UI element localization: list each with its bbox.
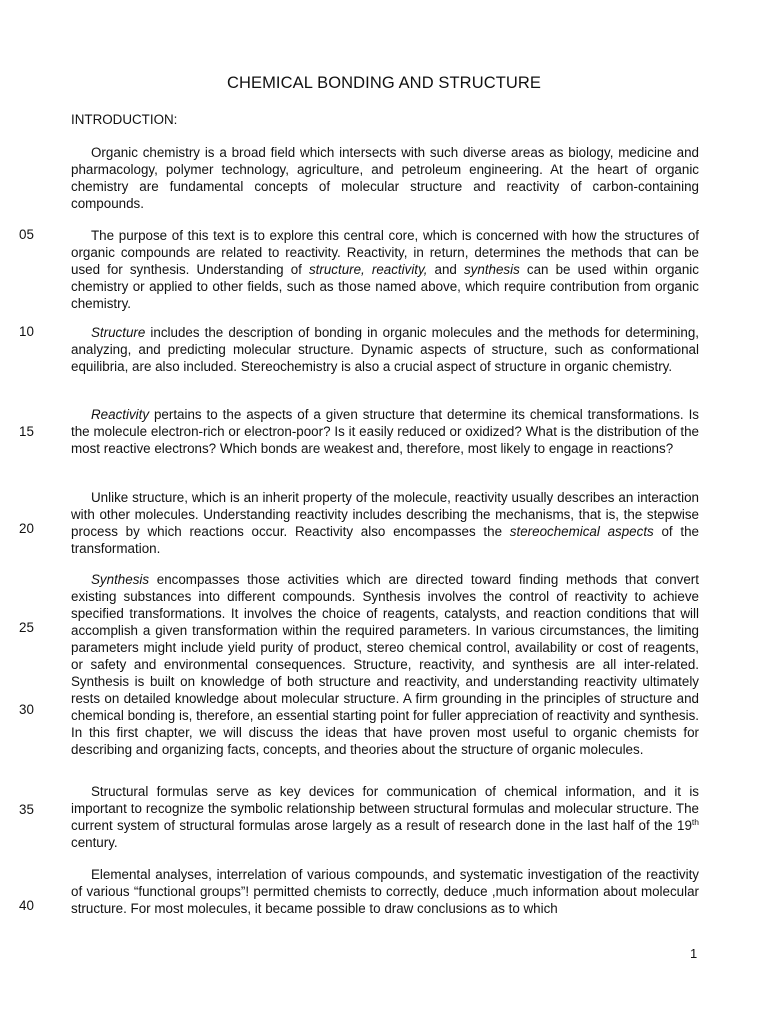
paragraph-8 — [71, 866, 699, 917]
line-number: 05 — [19, 227, 34, 242]
superscript-text: th — [691, 817, 699, 827]
paragraph-text — [71, 144, 699, 212]
emphasis-text: Structure — [91, 325, 146, 340]
text-run: century. — [71, 835, 118, 850]
text-run: The purpose of this text is to explore this central core, which is concerned with how the structures of organic compounds are related to reactivity. Reactivity, in return, determines the methods that can be used for synthesis. Understanding of — [71, 228, 699, 277]
page-title: CHEMICAL BONDING AND STRUCTURE — [226, 74, 542, 92]
text-run: includes the description of bonding in organic molecules and the methods for determining, analyzing, and predicting molecular structure. Dynamic aspects of structure, such as conformational equilibria, are also included. Stereochemistry is also a crucial aspect of structure in organic chemistry. — [71, 325, 699, 374]
paragraph-text — [71, 489, 699, 557]
paragraph-6 — [71, 571, 699, 758]
paragraph-5 — [71, 489, 699, 557]
text-run: and — [427, 262, 464, 277]
paragraph-text — [71, 324, 699, 375]
paragraph-4 — [71, 406, 699, 457]
paragraph-text — [71, 571, 699, 758]
paragraph-2 — [71, 227, 699, 312]
paragraph-7 — [71, 783, 699, 851]
line-number: 35 — [19, 802, 34, 817]
emphasis-text: Synthesis — [91, 572, 150, 587]
text-run: pertains to the aspects of a given structure that determine its chemical transformations. Is the molecule electron-rich or electron-poor? Is it easily reduced or oxidized? What is the distribution of the most reactive electrons? Which bonds are weakest and, therefore, most likely to engage in reactions? — [71, 407, 699, 456]
paragraph-text — [71, 783, 699, 851]
paragraph-text — [71, 406, 699, 457]
section-heading: INTRODUCTION: — [71, 112, 178, 127]
line-number: 40 — [19, 898, 34, 913]
text-run: Unlike structure, which is an inherit property of the molecule, reactivity usually describes an interaction with other molecules. Understanding reactivity includes describing the mechanisms, that is, the stepwise process by which reactions occur. Reactivity also encompasses the — [71, 490, 699, 539]
text-run: Organic chemistry is a broad field which intersects with such diverse areas as biology, medicine and pharmacology, polymer technology, agriculture, and petroleum engineering. At the heart of organic chemistry are fundamental concepts of molecular structure and reactivity of carbon-containing compounds. — [71, 145, 699, 211]
paragraph-3 — [71, 324, 699, 375]
emphasis-text: structure, reactivity, — [308, 262, 428, 277]
emphasis-text: Reactivity — [91, 407, 150, 422]
line-number: 20 — [19, 521, 34, 536]
page-number: 1 — [690, 946, 698, 961]
emphasis-text: stereochemical aspects — [509, 524, 654, 539]
paragraph-1 — [71, 144, 699, 212]
emphasis-text: synthesis — [463, 262, 520, 277]
text-run: can be used within organic chemistry or applied to other fields, such as those named above, which require contribution from organic chemistry. — [71, 262, 699, 311]
paragraph-text — [71, 866, 699, 917]
text-run: Elemental analyses, interrelation of various compounds, and systematic investigation of the reactivity of various “functional groups”! permitted chemists to correctly, deduce ,much information about molecular structure. For most molecules, it became possible to draw conclusions as to which — [71, 867, 699, 916]
text-run: encompasses those activities which are directed toward finding methods that convert existing substances into different compounds. Synthesis involves the control of reactivity to achieve specified transformations. It involves the choice of reagents, catalysts, and reaction conditions that will accomplish a given transformation within the required parameters. In various circumstances, the limiting parameters might include yield purity of product, stereo chemical control, availability or cost of reagents, or safety and environmental consequences. Structure, reactivity, and synthesis are all inter-related. Synthesis is built on knowledge of both structure and reactivity, and understanding reactivity ultimately rests on detailed knowledge about molecular structure. A firm grounding in the principles of structure and chemical bonding is, therefore, an essential starting point for fuller appreciation of reactivity and synthesis. In this first chapter, we will discuss the ideas that have proven most useful to organic chemists for describing and organizing facts, concepts, and theories about the structure of organic molecules. — [71, 572, 699, 757]
line-number: 25 — [19, 620, 34, 635]
line-number: 30 — [19, 702, 34, 717]
line-number: 15 — [19, 424, 34, 439]
text-run: Structural formulas serve as key devices for communication of chemical information, and it is important to recognize the symbolic relationship between structural formulas and molecular structure. The current system of structural formulas arose largely as a result of research done in the last half of the 19 — [71, 784, 699, 833]
line-number: 10 — [19, 324, 34, 339]
text-run: of the transformation. — [71, 524, 699, 556]
paragraph-text — [71, 227, 699, 312]
